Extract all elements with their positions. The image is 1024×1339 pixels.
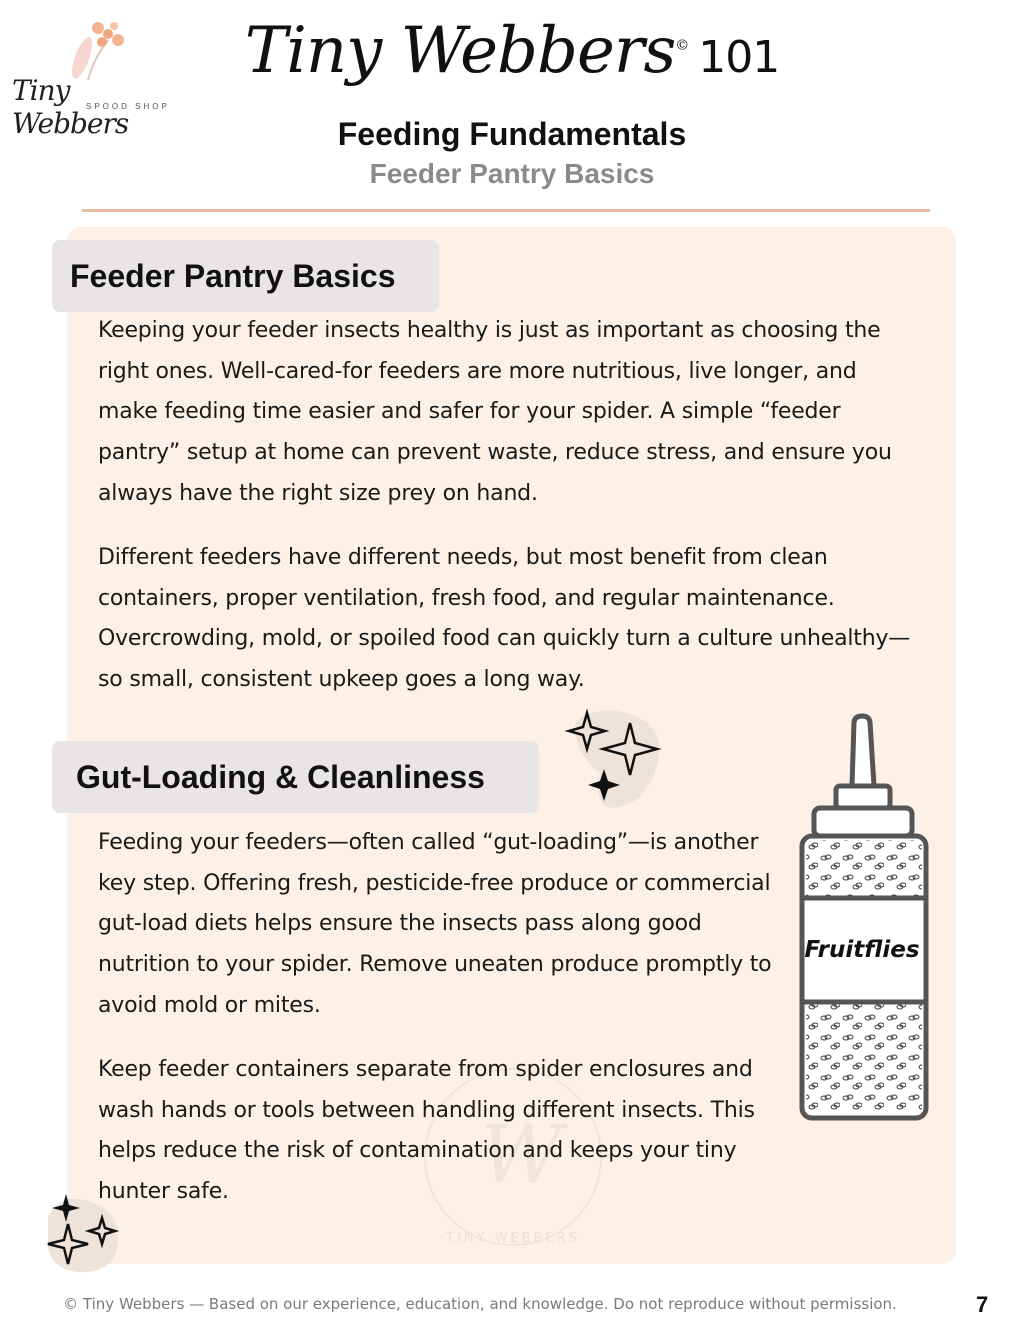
bottle-label: Fruitflies: [804, 937, 920, 963]
section-heading-gut-loading: Gut-Loading & Cleanliness: [52, 741, 539, 813]
page-title: [0, 14, 1024, 88]
sparkle-icon: [562, 703, 672, 813]
section-1-paragraph-2: Different feeders have different needs, but most benefit from clean containers, proper ventilation, fresh food, and regular maintenance. Overcrowding, mold, or spoiled food can quickly turn a culture unhealthy—so small, consistent upkeep goes a long way.: [98, 545, 911, 693]
section-2-paragraph-1: Feeding your feeders—often called “gut-loading”—is another key step. Offering fresh, pesticide-free produce or commercial gut-load diets helps ensure the insects pass along good nutrition to your spider. Remove uneaten produce promptly to avoid mold or mites.: [98, 830, 772, 1018]
footer-copyright: © Tiny Webbers — Based on our experience, education, and knowledge. Do not reproduce without permission.: [63, 1295, 897, 1313]
sparkle-icon: [38, 1188, 128, 1278]
title-number: 101: [698, 32, 780, 83]
culture-bottle-icon: [796, 712, 930, 1124]
title-text: Tiny Webbers: [244, 14, 676, 88]
header-divider: [82, 209, 930, 212]
copyright-mark: ©: [675, 37, 689, 54]
section-2-paragraph-2: Keep feeder containers separate from spider enclosures and wash hands or tools between handling different insects. This helps reduce the risk of contamination and keeps your tiny hunter safe.: [98, 1057, 755, 1205]
svg-text:W: W: [480, 1108, 563, 1201]
page-number: 7: [976, 1292, 989, 1317]
watermark-text: TINY WEBBERS: [446, 1231, 580, 1246]
logo-name: Tiny Webbers: [12, 74, 129, 140]
logo-shop: SPOOD SHOP: [86, 102, 170, 111]
page-subsubtitle: Feeder Pantry Basics: [369, 158, 655, 189]
section-1-paragraph-1: Keeping your feeder insects healthy is just as important as choosing the right ones. Well-cared-for feeders are more nutritious, live longer, and make feeding time easier and safer for your spider. A simple “feeder pantry” setup at home can prevent waste, reduce stress, and ensure you always have the right size prey on hand.: [98, 318, 892, 506]
section-heading-feeder-pantry: Feeder Pantry Basics: [52, 240, 439, 312]
page-subtitle: Feeding Fundamentals: [337, 116, 687, 152]
